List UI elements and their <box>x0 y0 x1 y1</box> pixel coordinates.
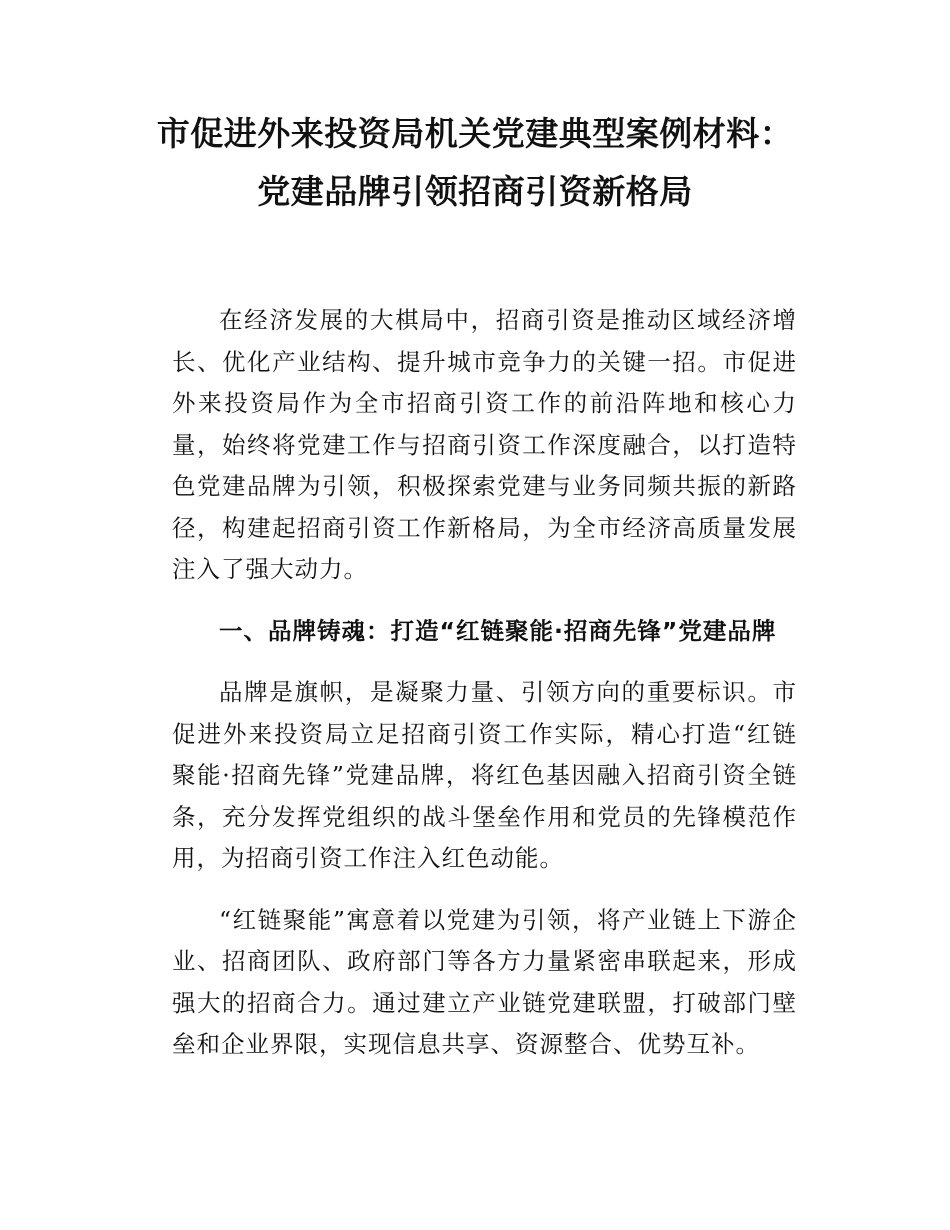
document-title-line-1: 市促进外来投资局机关党建典型案例材料： <box>156 114 794 153</box>
paragraph-red-chain: “红链聚能”寓意着以党建为引领，将产业链上下游企业、招商团队、政府部门等各方力量紧密串联起来，形成强大的招商合力。通过建立产业链党建联盟，打破部门壁垒和企业界限，实现信息共享、资源整合、优势互补。 <box>172 905 797 1058</box>
paragraph-intro: 在经济发展的大棋局中，招商引资是推动区域经济增长、优化产业结构、提升城市竞争力的关键一招。市促进外来投资局作为全市招商引资工作的前沿阵地和核心力量，始终将党建工作与招商引资工作深度融合，以打造特色党建品牌为引领，积极探索党建与业务同频共振的新路径，构建起招商引资工作新格局，为全市经济高质量发展注入了强大动力。 <box>172 306 797 583</box>
document-title-line-2: 党建品牌引领招商引资新格局 <box>257 172 693 211</box>
paragraph-brand: 品牌是旗帜，是凝聚力量、引领方向的重要标识。市促进外来投资局立足招商引资工作实际，精心打造“红链聚能·招商先锋”党建品牌，将红色基因融入招商引资全链条，充分发挥党组织的战斗堡垒作用和党员的先锋模范作用，为招商引资工作注入红色动能。 <box>172 678 797 872</box>
section-heading-1: 一、品牌铸魂：打造“红链聚能·招商先锋”党建品牌 <box>219 616 777 645</box>
document-body <box>172 300 797 1086</box>
